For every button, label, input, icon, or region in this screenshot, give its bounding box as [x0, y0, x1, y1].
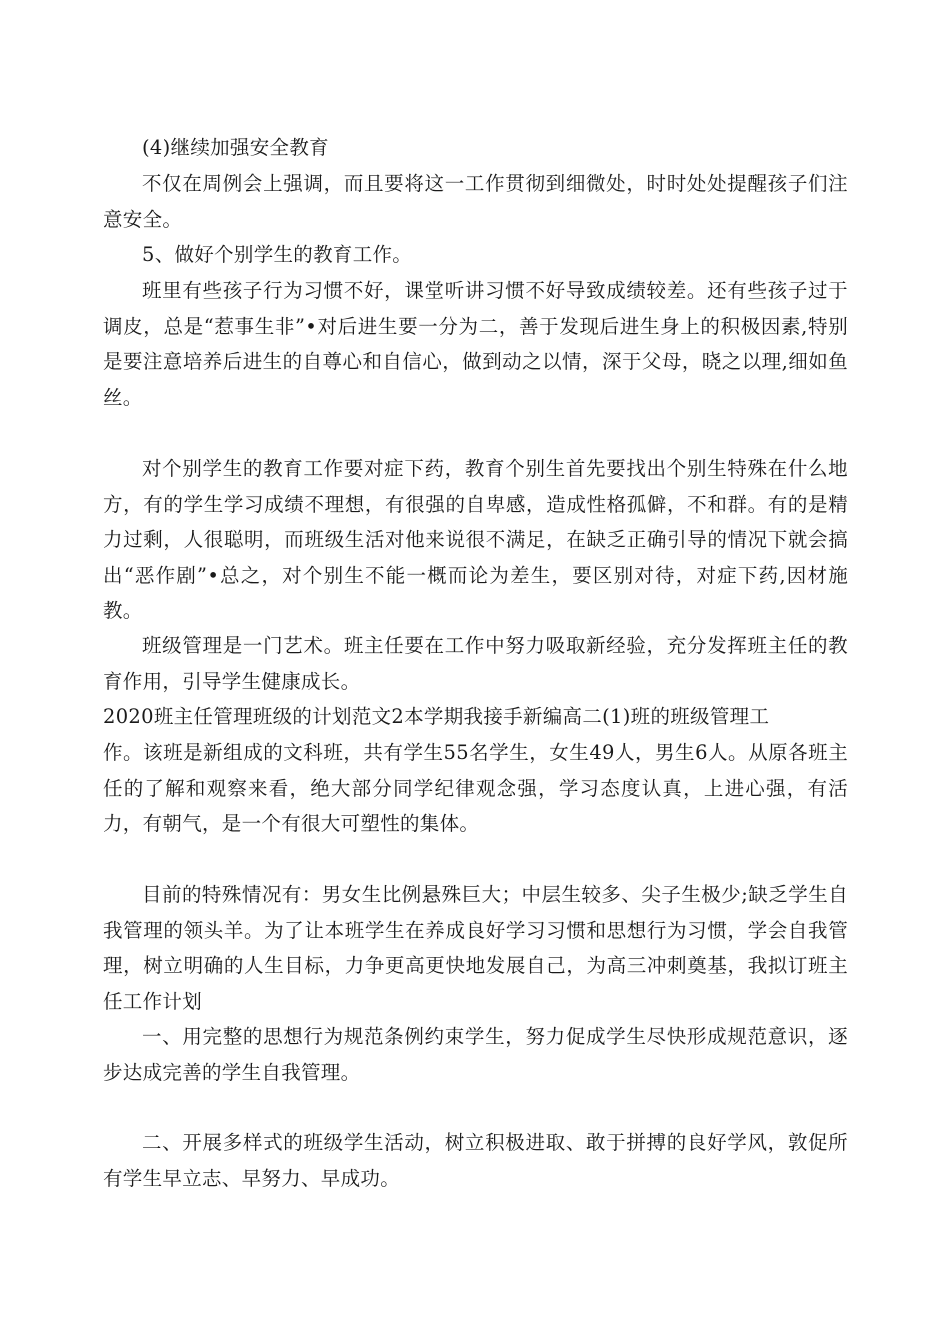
- paragraph-individual-education: 对个别学生的教育工作要对症下药，教育个别生首先要找出个别生特殊在什么地方，有的学生学习成绩不理想，有很强的自卑感，造成性格孤僻，不和群。有的是精力过剩，人很聪明，而班级生活对他来说很不满足，在缺乏正确引导的情况下就会搞出“恶作剧”•总之，对个别生不能一概而论为差生，要区别对待，对症下药,因材施教。: [103, 457, 848, 623]
- paragraph-management-art: 班级管理是一门艺术。班主任要在工作中努力吸取新经验，充分发挥班主任的教育作用，引导学生健康成长。: [103, 634, 848, 693]
- paragraph-plan-item-1: 一、用完整的思想行为规范条例约束学生，努力促成学生尽快形成规范意识，逐步达成完善的学生自我管理。: [103, 1025, 848, 1084]
- paragraph-plan-title: 2020班主任管理班级的计划范文2本学期我接手新编高二(1)班的班级管理工: [103, 705, 770, 728]
- paragraph-safety-heading: (4)继续加强安全教育: [142, 136, 329, 159]
- paragraph-plan-item-2: 二、开展多样式的班级学生活动，树立积极进取、敢于拼搏的良好学风，敦促所有学生早立志、早努力、早成功。: [103, 1131, 848, 1190]
- paragraph-safety-body: 不仅在周例会上强调，而且要将这一工作贯彻到细微处，时时处处提醒孩子们注意安全。: [103, 172, 848, 231]
- paragraph-underachievers: 班里有些孩子行为习惯不好，课堂听讲习惯不好导致成绩较差。还有些孩子过于调皮，总是“惹事生非”•对后进生要一分为二，善于发现后进生身上的积极因素,特别是要注意培养后进生的自尊心和自信心，做到动之以情，深于父母，晓之以理,细如鱼丝。: [103, 279, 848, 409]
- paragraph-individual-heading: 5、做好个别学生的教育工作。: [142, 243, 413, 266]
- paragraph-current-situation: 目前的特殊情况有：男女生比例悬殊巨大；中层生较多、尖子生极少;缺乏学生自我管理的领头羊。为了让本班学生在养成良好学习习惯和思想行为习惯，学会自我管理，树立明确的人生目标，力争更高更快地发展自己，为高三冲刺奠基，我拟订班主任工作计划: [103, 883, 848, 1013]
- paragraph-class-overview: 作。该班是新组成的文科班，共有学生55名学生，女生49人，男生6人。从原各班主任的了解和观察来看，绝大部分同学纪律观念强，学习态度认真，上进心强，有活力，有朝气，是一个有很大可塑性的集体。: [103, 741, 848, 836]
